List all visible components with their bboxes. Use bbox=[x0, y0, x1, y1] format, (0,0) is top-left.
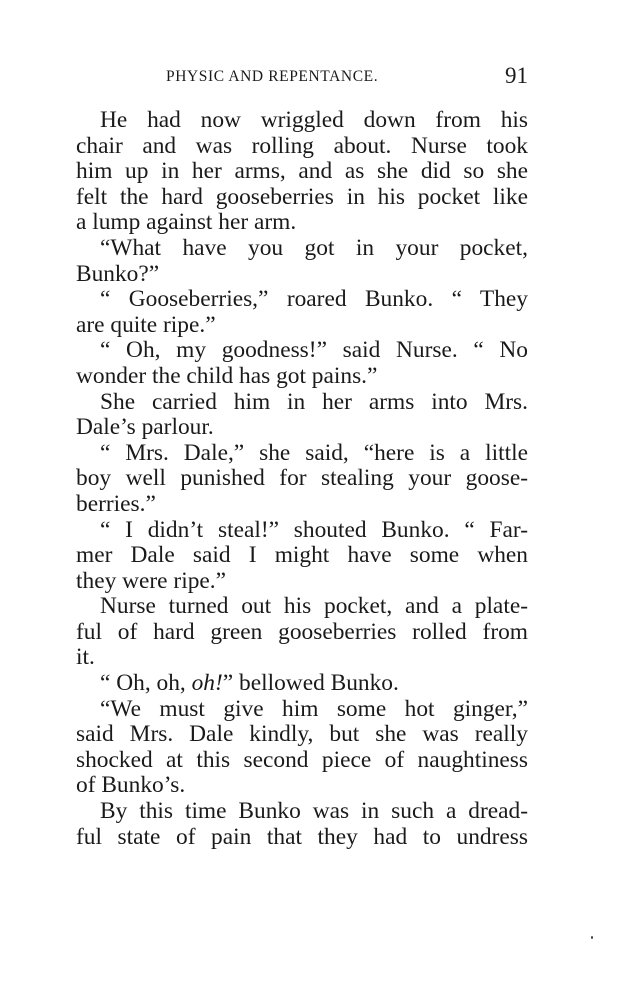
text-line: of Bunko’s. bbox=[76, 772, 186, 799]
text-line: Dale’s parlour. bbox=[76, 414, 214, 441]
text-line: ful state of pain that they had to undress bbox=[76, 823, 528, 850]
page-number: 91 bbox=[505, 63, 528, 88]
text-line: are quite ripe.” bbox=[76, 311, 216, 338]
running-title: PHYSIC AND REPENTANCE. bbox=[166, 68, 379, 85]
text-line: “ Gooseberries,” roared Bunko. “ They bbox=[100, 286, 528, 313]
text-line: ful of hard green gooseberries rolled from bbox=[76, 618, 528, 645]
text-line: berries.” bbox=[76, 490, 156, 517]
text-fragment: ” bellowed Bunko. bbox=[222, 670, 399, 697]
text-line: boy well punished for stealing your goose- bbox=[76, 465, 528, 492]
text-line: By this time Bunko was in such a dread- bbox=[100, 798, 528, 825]
paper-speck bbox=[591, 936, 593, 939]
text-fragment: “ Oh, oh, bbox=[100, 670, 192, 697]
text-line: wonder the child has got pains.” bbox=[76, 362, 378, 389]
text-line: He had now wriggled down from his bbox=[100, 107, 528, 133]
running-header bbox=[76, 64, 532, 92]
text-line: Nurse turned out his pocket, and a plate- bbox=[100, 593, 528, 620]
text-line: “We must give him some hot ginger,” bbox=[100, 695, 528, 722]
text-line: felt the hard gooseberries in his pocket like bbox=[76, 183, 528, 210]
text-line: “ Mrs. Dale,” she said, “here is a little bbox=[100, 439, 528, 466]
text-line: Bunko?” bbox=[76, 260, 160, 287]
body-text bbox=[76, 108, 528, 850]
italic-text: oh! bbox=[191, 670, 223, 697]
text-line: “What have you got in your pocket, bbox=[100, 234, 528, 261]
text-line: “ Oh, my goodness!” said Nurse. “ No bbox=[100, 337, 528, 364]
text-line: “ I didn’t steal!” shouted Bunko. “ Far- bbox=[100, 516, 528, 543]
text-line: chair and was rolling about. Nurse took bbox=[76, 132, 528, 159]
text-line: She carried him in her arms into Mrs. bbox=[100, 388, 528, 415]
text-line: him up in her arms, and as she did so she bbox=[76, 158, 528, 185]
text-line bbox=[76, 671, 528, 697]
text-line: said Mrs. Dale kindly, but she was really bbox=[76, 721, 528, 748]
text-line: it. bbox=[76, 644, 95, 671]
text-line: shocked at this second piece of naughtiness bbox=[76, 746, 528, 773]
text-line: mer Dale said I might have some when bbox=[76, 542, 528, 569]
text-line: a lump against her arm. bbox=[76, 209, 297, 236]
text-line: they were ripe.” bbox=[76, 567, 227, 594]
